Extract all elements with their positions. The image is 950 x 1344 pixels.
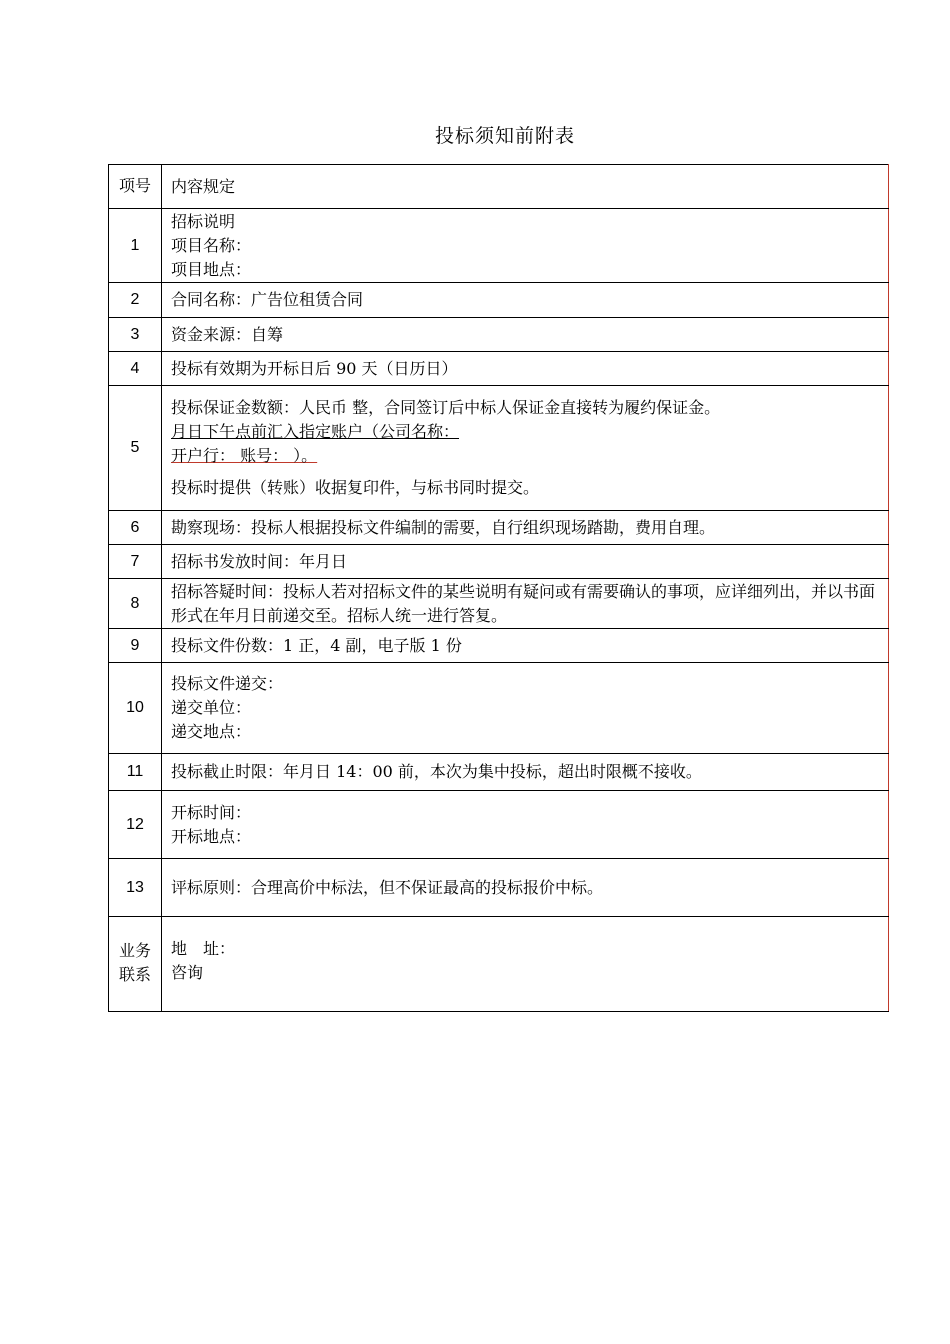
row-content: [162, 579, 889, 629]
row-no: 3: [109, 318, 162, 352]
row-content: [162, 859, 889, 917]
row-no-line: 业务: [118, 943, 151, 960]
table-row: [109, 545, 889, 579]
row-line: 投标文件递交：: [171, 674, 284, 693]
row-line: 招标答疑时间：投标人若对招标文件的某些说明有疑问或有需要确认的事项，应详细列出，并以书面形式在年月日前递交至。招标人统一进行答复。: [171, 581, 876, 625]
row-content: [162, 629, 889, 663]
row-line: 合同名称：广告位租赁合同: [171, 290, 364, 309]
row-no: 11: [109, 754, 162, 791]
row-line: 开标时间：: [171, 802, 252, 822]
table-row: [109, 283, 889, 318]
row-content: [162, 754, 889, 791]
row-line: 咨询: [171, 963, 204, 982]
row-line: 项目名称：: [171, 235, 252, 255]
row-no: 7: [109, 545, 162, 579]
row-no: 5: [109, 386, 162, 511]
table-row: [109, 318, 889, 352]
table-row: [109, 629, 889, 663]
row-no: 12: [109, 791, 162, 859]
row-line: 开标地点：: [171, 826, 252, 846]
row-line: 投标文件份数：1 正，4 副，电子版 1 份: [171, 635, 462, 655]
row-no: 13: [109, 859, 162, 917]
table-row: [109, 663, 889, 754]
table-row: [109, 579, 889, 629]
row-line: 投标有效期为开标日后 90 天（日历日）: [171, 358, 458, 378]
row-line: 地 址：: [171, 939, 236, 958]
row-line-underlined: 月日下午点前汇入指定账户（公司名称：: [171, 422, 460, 441]
bid-instructions-table: [108, 164, 889, 1012]
row-content: [162, 545, 889, 579]
row-content: [162, 283, 889, 318]
row-line: 项目地点：: [171, 259, 252, 279]
row-no: 10: [109, 663, 162, 754]
table-row: [109, 511, 889, 545]
row-line: 投标保证金数额：人民币 整，合同签订后中标人保证金直接转为履约保证金。: [171, 398, 721, 417]
row-line: 投标截止时限：年月日 14：00 前，本次为集中投标，超出时限概不接收。: [171, 762, 702, 781]
row-no: 1: [109, 209, 162, 283]
row-label-contact: [109, 917, 162, 1012]
row-line-underlined: 开户行： 账号： ）。: [171, 446, 318, 465]
row-content: [162, 352, 889, 386]
table-row: [109, 754, 889, 791]
row-content: [162, 917, 889, 1012]
row-line: 递交单位：: [171, 698, 252, 717]
row-no: 4: [109, 352, 162, 386]
row-no: 2: [109, 283, 162, 318]
row-content: [162, 663, 889, 754]
table-row: [109, 209, 889, 283]
table-row: [109, 352, 889, 386]
header-item-no: 项号: [109, 165, 162, 209]
row-no: 8: [109, 579, 162, 629]
row-line: 递交地点：: [171, 722, 252, 741]
row-line: 招标书发放时间：年月日: [171, 551, 348, 571]
row-content: [162, 318, 889, 352]
header-content: 内容规定: [162, 165, 889, 209]
row-line: 投标时提供（转账）收据复印件，与标书同时提交。: [171, 478, 540, 497]
row-content: [162, 386, 889, 511]
row-no: 6: [109, 511, 162, 545]
row-line: 评标原则：合理高价中标法，但不保证最高的投标报价中标。: [171, 877, 604, 897]
table-row: [109, 386, 889, 511]
page-title: 投标须知前附表: [434, 125, 575, 147]
row-line: 资金来源：自筹: [171, 324, 284, 344]
table-row: [109, 791, 889, 859]
row-content: [162, 511, 889, 545]
row-line: 招标说明: [171, 211, 236, 231]
table-row: [109, 917, 889, 1012]
row-no: 9: [109, 629, 162, 663]
row-content: [162, 209, 889, 283]
row-no-line: 联系: [118, 967, 151, 984]
table-header-row: [109, 165, 889, 209]
row-content: [162, 791, 889, 859]
table-row: [109, 859, 889, 917]
row-line: 勘察现场：投标人根据投标文件编制的需要，自行组织现场踏勘，费用自理。: [171, 517, 716, 537]
